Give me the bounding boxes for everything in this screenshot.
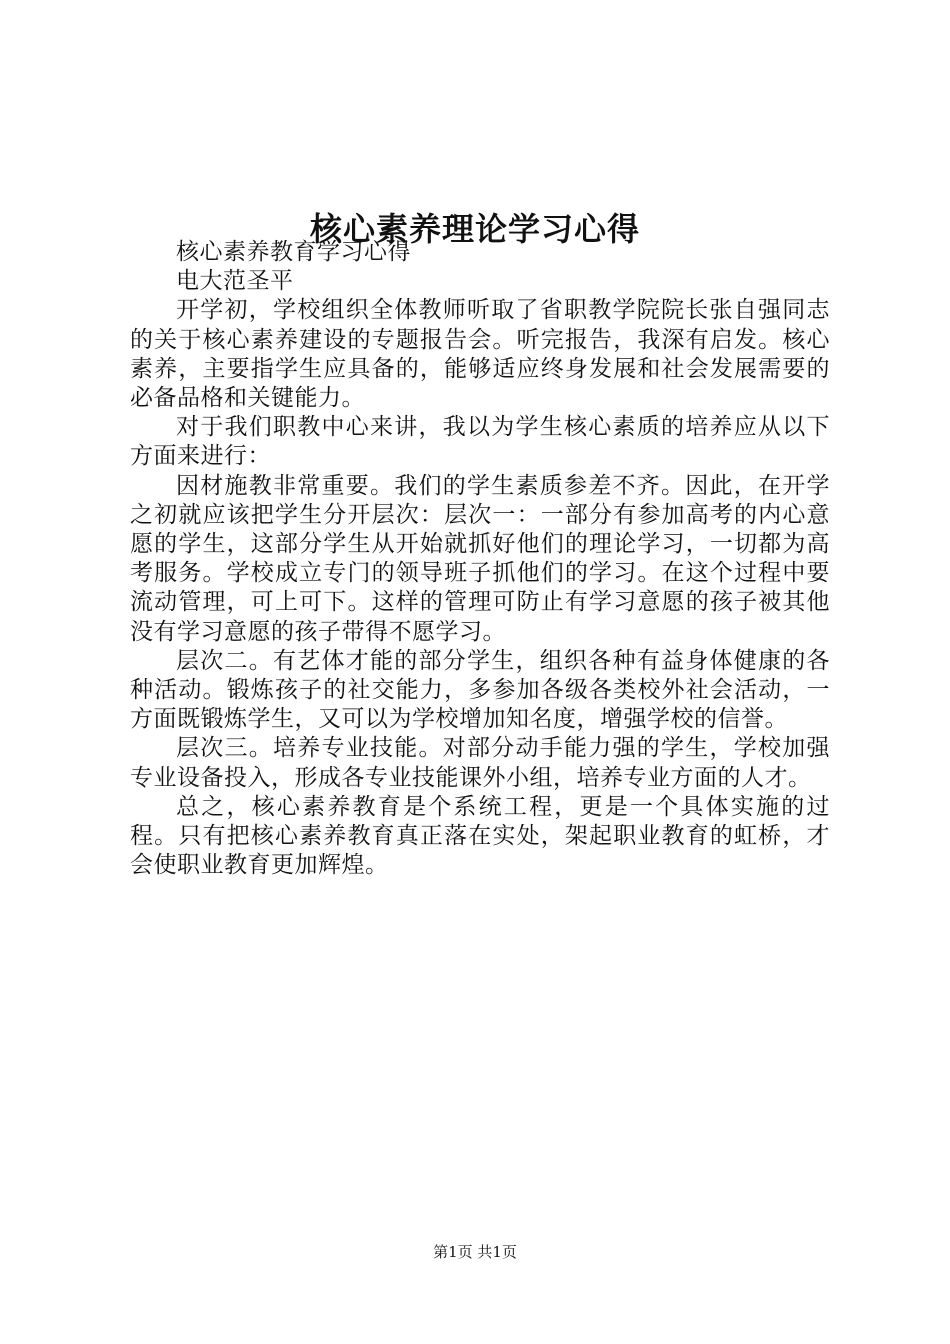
paragraph: 层次三。培养专业技能。对部分动手能力强的学生，学校加强专业设备投入，形成各专业技能课外小组，培养专业方面的人才。 — [130, 735, 830, 791]
paragraph-subtitle: 核心素养教育学习心得 — [176, 239, 411, 265]
document-title: 核心素养理论学习心得 — [309, 210, 640, 249]
page-footer: 第1页 共1页 — [433, 1243, 517, 1261]
paragraph: 层次二。有艺体才能的部分学生，组织各种有益身体健康的各种活动。锻炼孩子的社交能力，多参加各级各类校外社会活动，一方面既锻炼学生，又可以为学校增加知名度，增强学校的信誉。 — [130, 647, 830, 733]
document-body — [130, 238, 830, 880]
paragraph-author: 电大范圣平 — [176, 268, 294, 295]
paragraph: 因材施教非常重要。我们的学生素质参差不齐。因此，在开学之初就应该把学生分开层次：层次一：一部分有参加高考的内心意愿的学生，这部分学生从开始就抓好他们的理论学习，一切都为高考服务。学校成立专门的领导班子抓他们的学习。在这个过程中要流动管理，可上可下。这样的管理可防止有学习意愿的孩子被其他没有学习意愿的孩子带得不愿学习。 — [130, 472, 830, 645]
paragraph: 总之，核心素养教育是个系统工程，更是一个具体实施的过程。只有把核心素养教育真正落在实处，架起职业教育的虹桥，才会使职业教育更加辉煌。 — [130, 793, 830, 879]
paragraph: 开学初，学校组织全体教师听取了省职教学院院长张自强同志的关于核心素养建设的专题报告会。听完报告，我深有启发。核心素养，主要指学生应具备的，能够适应终身发展和社会发展需要的必备品格和关键能力。 — [130, 297, 830, 412]
paragraph: 对于我们职教中心来讲，我以为学生核心素质的培养应从以下方面来进行： — [130, 414, 830, 470]
